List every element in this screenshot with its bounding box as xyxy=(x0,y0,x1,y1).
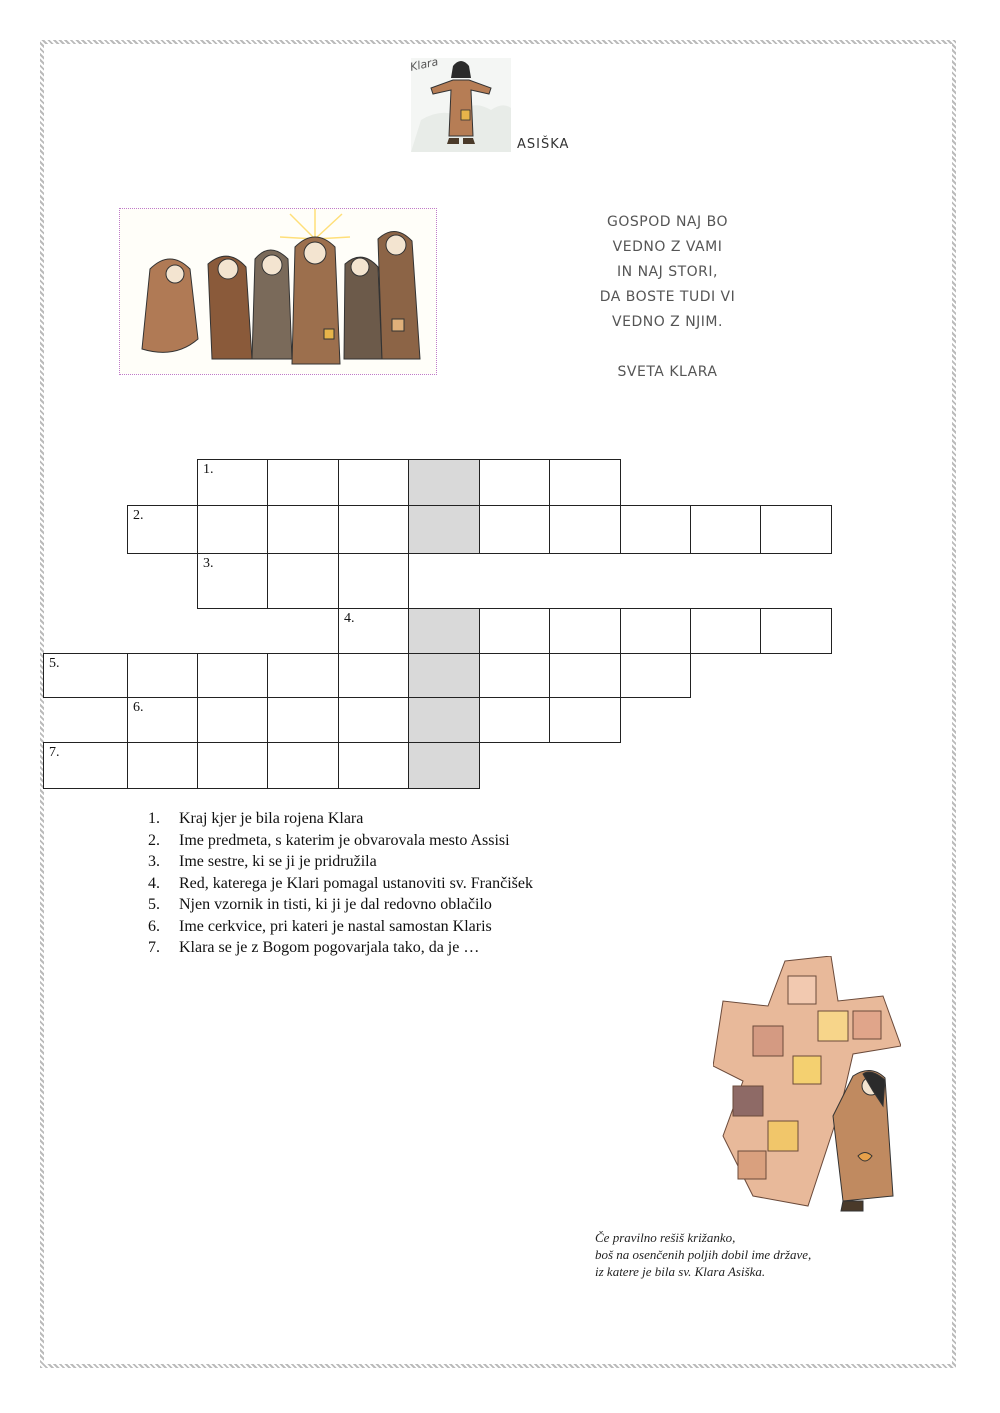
crossword-cell[interactable] xyxy=(549,608,621,654)
crossword-cell[interactable] xyxy=(620,608,691,654)
patchwork-cross-illustration xyxy=(713,956,901,1229)
quote-line: VEDNO Z NJIM. xyxy=(612,314,723,330)
crossword-number: 7. xyxy=(49,745,60,760)
footnote-line: iz katere je bila sv. Klara Asiška. xyxy=(595,1264,766,1279)
page-title: ASIŠKA xyxy=(517,137,570,152)
crossword-cell[interactable] xyxy=(338,459,409,506)
crossword-cell[interactable] xyxy=(338,653,409,698)
crossword-cell[interactable] xyxy=(479,653,550,698)
crossword-cell[interactable] xyxy=(197,653,268,698)
clue-item: 4. Red, katerega je Klari pomagal ustanoviti sv. Frančišek xyxy=(148,874,533,892)
crossword-cell-shaded[interactable] xyxy=(408,653,480,698)
clue-item: 5. Njen vzornik in tisti, ki ji je dal redovno oblačilo xyxy=(148,896,492,913)
crossword-cell[interactable] xyxy=(267,742,339,789)
crossword-cell[interactable] xyxy=(549,505,621,554)
clue-list xyxy=(148,808,668,959)
crossword-number: 4. xyxy=(344,611,355,626)
crossword-number: 2. xyxy=(133,508,144,523)
crossword-cell[interactable] xyxy=(338,505,409,554)
quote-line: DA BOSTE TUDI VI xyxy=(599,289,736,305)
crossword-cell[interactable] xyxy=(549,697,621,743)
crossword-cell[interactable] xyxy=(760,505,832,554)
clue-item: 7. Klara se je z Bogom pogovarjala tako, da je … xyxy=(148,939,480,956)
crossword-cell-shaded[interactable] xyxy=(408,697,480,743)
crossword-cell[interactable] xyxy=(760,608,832,654)
crossword-cell[interactable] xyxy=(549,653,621,698)
crossword-number: 3. xyxy=(203,556,214,571)
crossword-cell[interactable] xyxy=(338,553,409,609)
crossword-cell[interactable] xyxy=(197,697,268,743)
nuns-illustration xyxy=(119,208,437,375)
quote-line: GOSPOD NAJ BO xyxy=(607,214,728,230)
clue-item: 6. Ime cerkvice, pri kateri je nastal samostan Klaris xyxy=(148,917,492,935)
quote-line: IN NAJ STORI, xyxy=(617,264,718,280)
crossword-cell[interactable] xyxy=(338,742,409,789)
crossword-cell[interactable] xyxy=(338,697,409,743)
crossword-cell[interactable] xyxy=(620,505,691,554)
crossword-cell[interactable] xyxy=(127,653,198,698)
figure-label: Klara xyxy=(408,55,440,74)
quote-author: SVETA KLARA xyxy=(617,364,718,380)
clue-item: 3. Ime sestre, ki se ji je pridružila xyxy=(148,853,377,870)
crossword-cell-shaded[interactable] xyxy=(408,742,480,789)
clue-item: 1. Kraj kjer je bila rojena Klara xyxy=(148,810,364,827)
crossword-cell[interactable] xyxy=(479,608,550,654)
footnote xyxy=(595,1229,895,1280)
footnote-line: boš na osenčenih poljih dobil ime države, xyxy=(595,1247,812,1262)
footnote-line: Če pravilno rešiš križanko, xyxy=(595,1230,736,1245)
crossword-cell[interactable] xyxy=(479,505,550,554)
crossword-cell[interactable] xyxy=(690,608,761,654)
crossword-cell[interactable] xyxy=(197,742,268,789)
crossword-cell[interactable] xyxy=(479,697,550,743)
klara-figure-illustration xyxy=(411,58,511,152)
clue-item: 2. Ime predmeta, s katerim je obvarovala mesto Assisi xyxy=(148,831,510,849)
crossword-cell[interactable] xyxy=(479,459,550,506)
crossword-cell[interactable] xyxy=(690,505,761,554)
crossword-cell[interactable] xyxy=(267,697,339,743)
crossword-cell[interactable] xyxy=(267,459,339,506)
crossword-cell[interactable] xyxy=(549,459,621,506)
crossword-cell-shaded[interactable] xyxy=(408,608,480,654)
crossword-cell-shaded[interactable] xyxy=(408,505,480,554)
crossword-number: 6. xyxy=(133,700,144,715)
crossword-number: 1. xyxy=(203,462,214,477)
crossword-cell[interactable] xyxy=(267,653,339,698)
saint-clare-quote xyxy=(560,210,775,385)
crossword-number: 5. xyxy=(49,656,60,671)
crossword-cell[interactable] xyxy=(267,553,339,609)
crossword-cell[interactable] xyxy=(620,653,691,698)
quote-line: VEDNO Z VAMI xyxy=(612,239,723,255)
crossword-cell-shaded[interactable] xyxy=(408,459,480,506)
crossword-cell[interactable] xyxy=(197,505,268,554)
crossword-cell[interactable] xyxy=(267,505,339,554)
crossword-cell[interactable] xyxy=(127,742,198,789)
